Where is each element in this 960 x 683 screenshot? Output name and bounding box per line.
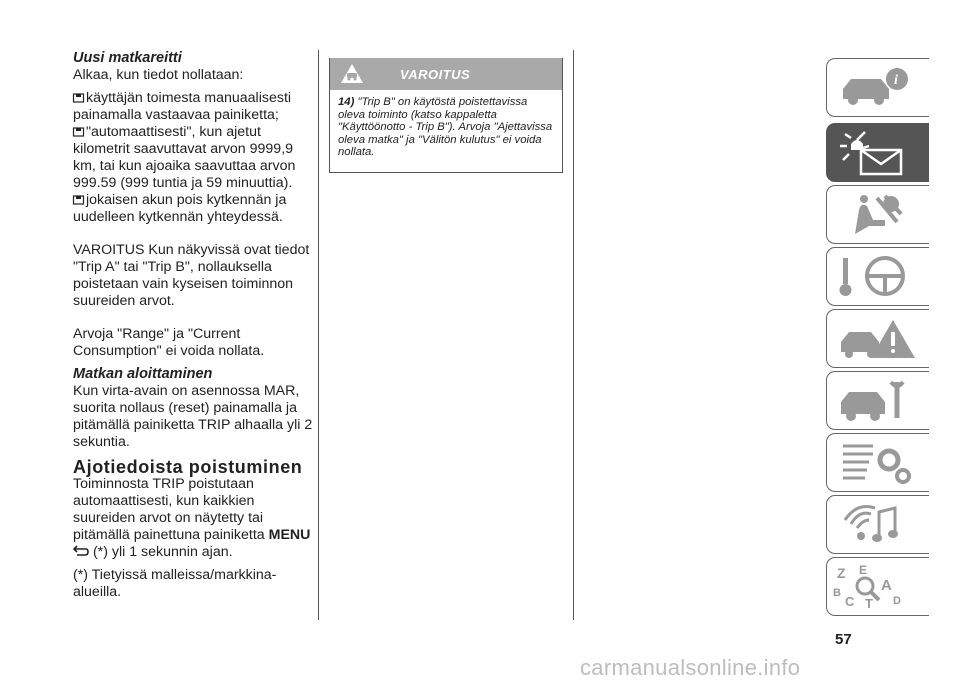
tab-emergency[interactable] [826,309,929,368]
tab-warning-lights[interactable] [826,123,929,182]
alphabet-index-icon [833,563,917,611]
tab-maintenance[interactable] [826,371,929,430]
warning-number: 14) [338,96,355,108]
list-gears-icon [837,440,917,485]
warning-text: 14) "Trip B" on käytöstä poistettavissa oleva toiminto (katso kappaletta "Käyttöönotto - Trip B"). Arvoja "Ajettavissa oleva matka" ja "Välitön kulutus" ei voida nollata. [338,96,553,159]
warning-title: VAROITUS [400,67,471,82]
key-icon [73,93,84,103]
car-skid-warning-icon [340,63,364,85]
return-arrow-icon [73,546,89,556]
warning-header [330,58,562,90]
svg-text:B: B [833,587,841,599]
heading-exit: Ajotiedoista poistuminen [73,457,303,477]
bullet-item: "automaattisesti", kun ajetut kilometrit saavuttavat arvon 9999,9 km, tai kun ajoaika saavuttaa arvon 999.59 (999 tuntia ja 59 minuuttia). [73,124,296,191]
svg-text:E: E [859,563,868,577]
tab-technical-data[interactable] [826,433,929,492]
car-crash-warning-icon [837,316,917,361]
key-icon [73,195,84,205]
svg-text:T: T [865,596,873,611]
page-number: 57 [835,631,852,648]
svg-text:A: A [881,577,892,594]
seat-airbag-icon [837,192,917,237]
column-divider [573,50,574,620]
column-divider [318,50,319,620]
tab-safety[interactable] [826,185,929,244]
watermark: carmanualsonline.info [580,655,801,680]
svg-text:Z: Z [837,565,846,581]
footnote: (*) Tietyissä malleissa/markkina-alueilla. [73,567,277,600]
paragraph-varoitus: VAROITUS Kun näkyvissä ovat tiedot "Trip A" tai "Trip B", nollauksella poistetaan vain kyseisen toiminnon suureiden arvot. [73,242,310,309]
intro-text: Alkaa, kun tiedot nollataan: [73,67,244,83]
tab-index[interactable] [826,557,929,616]
bullet-item: jokaisen akun pois kytkennän ja uudelleen kytkennän yhteydessä. [73,192,287,225]
tab-dashboard[interactable] [826,58,929,117]
car-info-icon [837,65,917,110]
menu-label: MENU [268,527,311,543]
svg-text:i: i [894,73,898,88]
heading-trip-start: Matkan aloittaminen [73,366,213,382]
paragraph-trip-start: Kun virta-avain on asennossa MAR, suorita nollaus (reset) painamalla ja pitämällä painiketta TRIP alhaalla yli 2 sekuntia. [73,383,313,450]
warning-box [329,58,563,173]
warning-light-envelope-icon [837,130,917,175]
tab-starting-driving[interactable] [826,247,929,306]
heading-new-trip: Uusi matkareitti [73,50,182,66]
key-steering-wheel-icon [837,254,917,299]
tab-multimedia[interactable] [826,495,929,554]
radio-music-icon [837,502,917,547]
svg-text:D: D [893,595,901,607]
svg-text:C: C [845,594,855,609]
paragraph-exit: Toiminnosta TRIP poistutaan automaattisesti, kun kaikkien suureiden arvot on näytetty tai pitämällä painettuna painiketta MENU (*) yli 1 sekunnin ajan. [73,476,311,560]
key-icon [73,127,84,137]
left-column [73,50,313,601]
paragraph-range: Arvoja "Range" ja "Current Consumption" ei voida nollata. [73,326,265,359]
bullet-item: käyttäjän toimesta manuaalisesti painamalla vastaavaa painiketta; [73,90,292,123]
car-wrench-icon [837,378,917,423]
